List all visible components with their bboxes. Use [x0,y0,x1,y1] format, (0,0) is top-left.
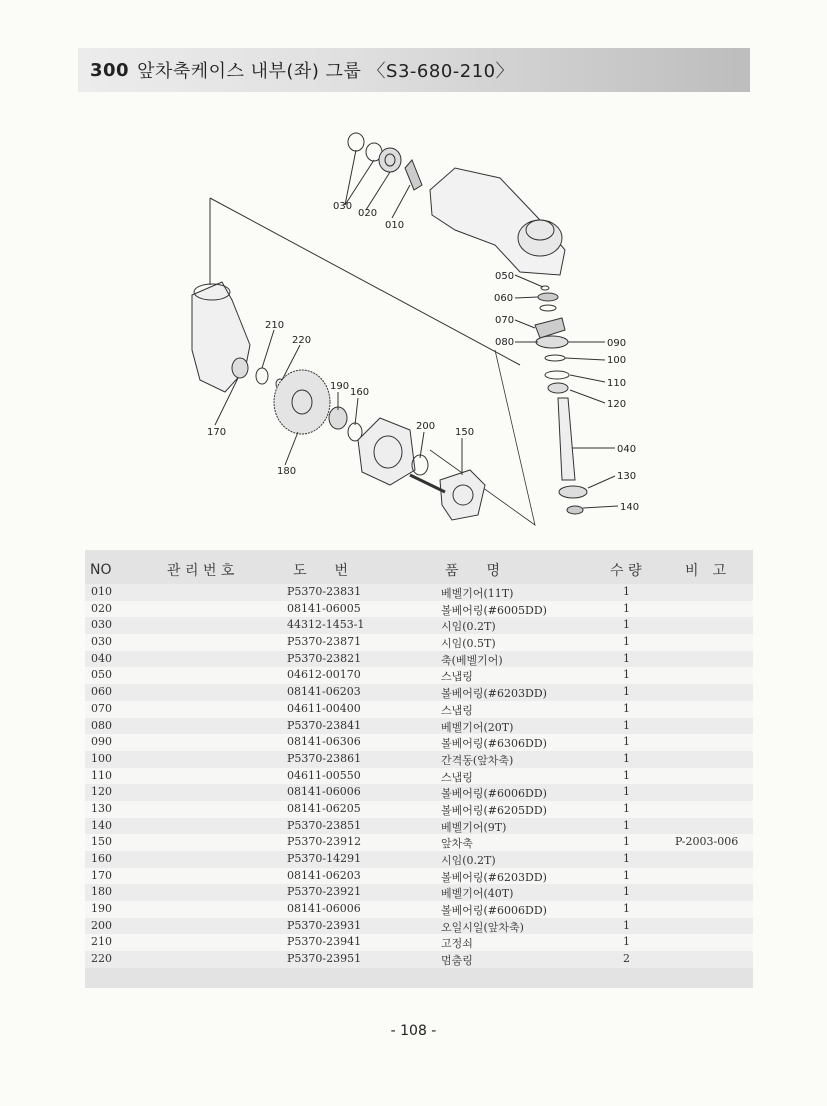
cell-drawing-number: 08141-06006 [287,785,361,799]
cell-part-name: 멈춤링 [441,954,473,968]
cell-part-name: 볼베어링(#6006DD) [441,787,547,801]
table-row [85,801,753,818]
cell-part-name: 간격동(앞차축) [441,753,514,767]
table-row [85,634,753,651]
callout-210: 210 [265,320,285,331]
cell-quantity: 1 [623,801,630,815]
cell-quantity: 1 [623,585,630,598]
cell-no: 100 [91,751,112,765]
table-footer [85,968,753,988]
cell-part-name: 베벨기어(40T) [441,887,514,901]
cell-part-name: 스냅링 [441,670,473,684]
cell-no: 140 [91,818,112,832]
cell-no: 030 [91,618,112,632]
table-body [85,584,753,968]
cell-no: 200 [91,918,112,932]
table-row [85,751,753,768]
callout-190: 190 [330,381,350,392]
cell-part-name: 볼베어링(#6005DD) [441,603,547,617]
callout-110: 110 [607,378,627,389]
cell-no: 120 [91,785,112,799]
callout-040: 040 [617,444,637,455]
cell-no: 190 [91,902,112,916]
cell-drawing-number: P5370-23861 [287,751,362,765]
cell-quantity: 1 [623,818,630,832]
exploded-parts-diagram [0,110,827,550]
cell-part-name: 볼베어링(#6006DD) [441,904,547,918]
cell-no: 170 [91,868,112,882]
cell-drawing-number: P5370-23931 [287,918,362,932]
col-remark: 비 고 [685,563,727,579]
cell-quantity: 1 [623,751,630,765]
cell-part-name: 볼베어링(#6203DD) [441,687,547,701]
cell-no: 160 [91,852,112,865]
callout-160: 160 [350,387,370,398]
table-row [85,584,753,601]
callout-060: 060 [494,293,514,304]
cell-part-name: 시임(0.2T) [441,854,496,867]
col-no: NO [90,562,112,578]
cell-quantity: 1 [623,935,630,949]
cell-no: 130 [91,801,112,815]
cell-quantity: 1 [623,635,630,649]
cell-drawing-number: 08141-06203 [287,685,361,699]
callout-090: 090 [607,338,627,349]
cell-no: 110 [91,768,112,782]
cell-no: 090 [91,735,112,749]
cell-no: 220 [91,952,112,966]
cell-quantity: 1 [623,885,630,899]
parts-table [85,550,753,988]
callout-100: 100 [607,355,627,366]
cell-no: 030 [91,635,112,649]
cell-no: 070 [91,701,112,715]
cell-no: 180 [91,885,112,899]
table-row [85,934,753,951]
cell-quantity: 2 [623,952,630,966]
cell-part-name: 베벨기어(20T) [441,720,514,734]
cell-quantity: 1 [623,668,630,682]
table-row [85,667,753,684]
cell-part-name: 시임(0.2T) [441,620,496,634]
cell-drawing-number: P5370-23951 [287,952,362,966]
cell-drawing-number: 08141-06205 [287,801,361,815]
table-row [85,918,753,935]
page-number: - 108 - [390,1023,437,1039]
col-drawing-number: 도 번 [293,563,349,579]
cell-part-name: 고정쇠 [441,937,473,951]
cell-part-name: 볼베어링(#6306DD) [441,737,547,751]
cell-part-name: 시임(0.5T) [441,637,496,651]
cell-quantity: 1 [623,718,630,732]
cell-quantity: 1 [623,601,630,615]
cell-drawing-number: P5370-14291 [287,852,362,865]
table-row [85,601,753,618]
cell-quantity: 1 [623,735,630,749]
cell-part-name: 스냅링 [441,703,473,717]
cell-no: 050 [91,668,112,682]
table-row [85,884,753,901]
cell-drawing-number: P5370-23912 [287,835,362,849]
cell-quantity: 1 [623,701,630,715]
callout-050: 050 [495,271,515,282]
cell-quantity: 1 [623,918,630,932]
table-row [85,718,753,735]
callout-170: 170 [207,427,227,438]
cell-no: 040 [91,651,112,665]
callout-140: 140 [620,502,640,513]
callout-070: 070 [495,315,515,326]
cell-no: 020 [91,601,112,615]
cell-drawing-number: P5370-23851 [287,818,362,832]
cell-quantity: 1 [623,852,630,865]
cell-part-name: 앞차축 [441,837,473,851]
cell-no: 060 [91,685,112,699]
callout-080: 080 [495,337,515,348]
cell-drawing-number: P5370-23841 [287,718,362,732]
callout-130: 130 [617,471,637,482]
cell-part-name: 축(베벨기어) [441,653,503,667]
cell-drawing-number: P5370-23821 [287,651,362,665]
cell-quantity: 1 [623,785,630,799]
cell-quantity: 1 [623,618,630,632]
table-row [85,851,753,868]
table-row [85,834,753,851]
col-part-name: 품 명 [445,563,501,579]
table-row [85,734,753,751]
cell-part-name: 베벨기어(9T) [441,820,507,834]
cell-drawing-number: 44312-1453-1 [287,618,365,632]
cell-drawing-number: P5370-23921 [287,885,362,899]
col-mgmt-number: 관 리 번 호 [167,563,235,579]
cell-no: 150 [91,835,112,849]
table-row [85,684,753,701]
cell-drawing-number: P5370-23871 [287,635,362,649]
table-row [85,901,753,918]
callout-180: 180 [277,466,297,477]
callout-030: 030 [333,201,353,212]
cell-quantity: 1 [623,768,630,782]
table-row [85,818,753,835]
callout-010: 010 [385,220,405,231]
callout-220: 220 [292,335,312,346]
cell-drawing-number: P5370-23941 [287,935,362,949]
cell-part-name: 오일시일(앞차축) [441,920,524,934]
table-row [85,617,753,634]
table-row [85,951,753,968]
table-row [85,701,753,718]
cell-part-name: 베벨기어(11T) [441,587,514,600]
table-row [85,784,753,801]
cell-drawing-number: 04611-00550 [287,768,361,782]
cell-drawing-number: 08141-06006 [287,902,361,916]
cell-quantity: 1 [623,868,630,882]
cell-remark: P-2003-006 [675,835,739,849]
cell-quantity: 1 [623,685,630,699]
cell-part-name: 스냅링 [441,770,473,784]
cell-no: 210 [91,935,112,949]
callout-020: 020 [358,208,378,219]
cell-no: 010 [91,585,112,598]
callout-120: 120 [607,399,627,410]
cell-drawing-number: P5370-23831 [287,585,362,598]
callout-200: 200 [416,421,436,432]
cell-drawing-number: 08141-06203 [287,868,361,882]
cell-part-name: 볼베어링(#6203DD) [441,870,547,884]
cell-drawing-number: 08141-06005 [287,601,361,615]
table-row [85,868,753,885]
col-quantity: 수 량 [610,563,642,579]
table-header [85,550,753,584]
section-number: 300 [90,59,130,81]
section-title: 앞차축케이스 내부(좌) 그룹 〈S3-680-210〉 [137,61,515,82]
cell-part-name: 볼베어링(#6205DD) [441,803,547,817]
cell-drawing-number: 04611-00400 [287,701,361,715]
cell-drawing-number: 08141-06306 [287,735,361,749]
table-row [85,651,753,668]
cell-quantity: 1 [623,835,630,849]
cell-quantity: 1 [623,651,630,665]
cell-drawing-number: 04612-00170 [287,668,361,682]
section-title-bar [78,48,750,92]
cell-quantity: 1 [623,902,630,916]
callout-150: 150 [455,427,475,438]
table-row [85,768,753,785]
cell-no: 080 [91,718,112,732]
